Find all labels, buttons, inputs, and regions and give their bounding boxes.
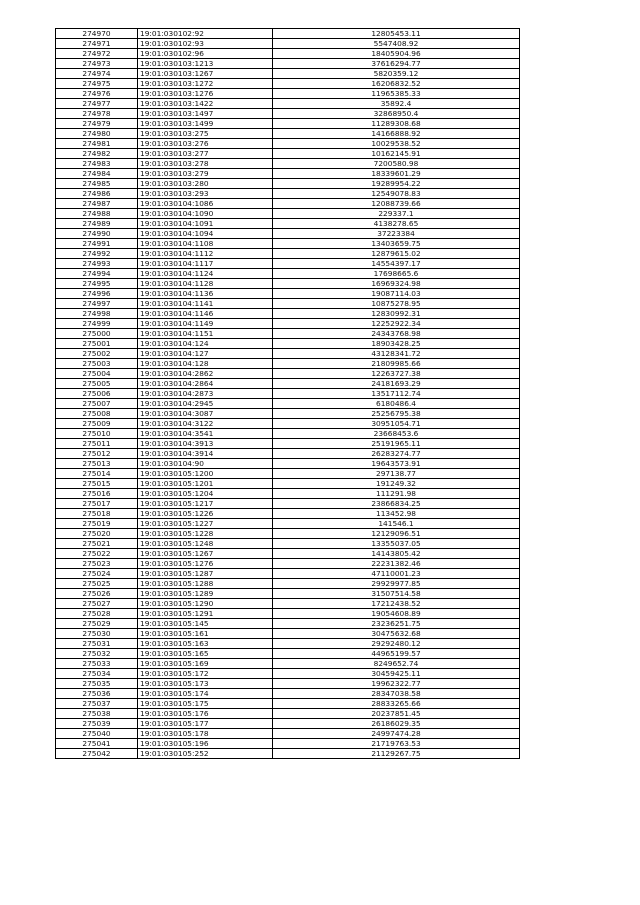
- cadastral-number-cell: 19:01:030104:3913: [138, 439, 273, 449]
- cadastral-number-cell: 19:01:030104:1141: [138, 299, 273, 309]
- cadastral-number-cell: 19:01:030105:252: [138, 749, 273, 759]
- cadastral-value-cell: 43128341.72: [273, 349, 520, 359]
- table-row: [56, 449, 520, 459]
- cadastral-number-cell: 19:01:030104:1091: [138, 219, 273, 229]
- cadastral-number-cell: 19:01:030104:3087: [138, 409, 273, 419]
- row-number-cell: 275038: [56, 709, 138, 719]
- table-row: [56, 89, 520, 99]
- cadastral-value-cell: 25256795.38: [273, 409, 520, 419]
- table-row: [56, 309, 520, 319]
- cadastral-value-cell: 18903428.25: [273, 339, 520, 349]
- cadastral-value-cell: 12129096.51: [273, 529, 520, 539]
- row-number-cell: 274971: [56, 39, 138, 49]
- cadastral-number-cell: 19:01:030104:1094: [138, 229, 273, 239]
- cadastral-number-cell: 19:01:030103:276: [138, 139, 273, 149]
- table-row: [56, 79, 520, 89]
- cadastral-number-cell: 19:01:030103:1497: [138, 109, 273, 119]
- row-number-cell: 275039: [56, 719, 138, 729]
- cadastral-number-cell: 19:01:030105:175: [138, 699, 273, 709]
- table-row: [56, 489, 520, 499]
- cadastral-value-cell: 19054608.89: [273, 609, 520, 619]
- row-number-cell: 275028: [56, 609, 138, 619]
- cadastral-number-cell: 19:01:030105:1226: [138, 509, 273, 519]
- cadastral-value-cell: 12088739.66: [273, 199, 520, 209]
- table-row: [56, 139, 520, 149]
- cadastral-number-cell: 19:01:030105:145: [138, 619, 273, 629]
- row-number-cell: 275023: [56, 559, 138, 569]
- table-row: [56, 589, 520, 599]
- cadastral-value-cell: 14143805.42: [273, 549, 520, 559]
- row-number-cell: 275040: [56, 729, 138, 739]
- cadastral-number-cell: 19:01:030102:93: [138, 39, 273, 49]
- row-number-cell: 274993: [56, 259, 138, 269]
- table-row: [56, 29, 520, 39]
- row-number-cell: 275042: [56, 749, 138, 759]
- table-row: [56, 709, 520, 719]
- table-row: [56, 49, 520, 59]
- row-number-cell: 274975: [56, 79, 138, 89]
- cadastral-value-cell: 6180486.4: [273, 399, 520, 409]
- row-number-cell: 275003: [56, 359, 138, 369]
- table-row: [56, 119, 520, 129]
- table-row: [56, 279, 520, 289]
- cadastral-number-cell: 19:01:030104:1117: [138, 259, 273, 269]
- cadastral-number-cell: 19:01:030104:1112: [138, 249, 273, 259]
- cadastral-value-cell: 29929977.85: [273, 579, 520, 589]
- row-number-cell: 275027: [56, 599, 138, 609]
- cadastral-number-cell: 19:01:030105:178: [138, 729, 273, 739]
- row-number-cell: 275009: [56, 419, 138, 429]
- table-row: [56, 679, 520, 689]
- cadastral-value-cell: 29292480.12: [273, 639, 520, 649]
- cadastral-number-cell: 19:01:030104:2945: [138, 399, 273, 409]
- table-row: [56, 259, 520, 269]
- cadastral-value-cell: 5547408.92: [273, 39, 520, 49]
- cadastral-value-table: [55, 28, 520, 759]
- row-number-cell: 275011: [56, 439, 138, 449]
- row-number-cell: 275010: [56, 429, 138, 439]
- cadastral-number-cell: 19:01:030104:90: [138, 459, 273, 469]
- table-row: [56, 649, 520, 659]
- cadastral-number-cell: 19:01:030102:92: [138, 29, 273, 39]
- table-row: [56, 699, 520, 709]
- cadastral-value-cell: 5820359.12: [273, 69, 520, 79]
- table-row: [56, 299, 520, 309]
- row-number-cell: 275012: [56, 449, 138, 459]
- table-row: [56, 579, 520, 589]
- row-number-cell: 274978: [56, 109, 138, 119]
- cadastral-value-cell: 26283274.77: [273, 449, 520, 459]
- table-row: [56, 689, 520, 699]
- cadastral-number-cell: 19:01:030103:277: [138, 149, 273, 159]
- table-row: [56, 289, 520, 299]
- cadastral-value-cell: 7200580.98: [273, 159, 520, 169]
- table-row: [56, 179, 520, 189]
- cadastral-value-cell: 37616294.77: [273, 59, 520, 69]
- row-number-cell: 274995: [56, 279, 138, 289]
- cadastral-value-cell: 14554397.17: [273, 259, 520, 269]
- table-row: [56, 69, 520, 79]
- row-number-cell: 275035: [56, 679, 138, 689]
- table-row: [56, 669, 520, 679]
- cadastral-number-cell: 19:01:030103:275: [138, 129, 273, 139]
- row-number-cell: 274997: [56, 299, 138, 309]
- cadastral-number-cell: 19:01:030103:280: [138, 179, 273, 189]
- cadastral-value-cell: 19962322.77: [273, 679, 520, 689]
- cadastral-number-cell: 19:01:030105:169: [138, 659, 273, 669]
- cadastral-value-cell: 12252922.34: [273, 319, 520, 329]
- cadastral-number-cell: 19:01:030103:1499: [138, 119, 273, 129]
- cadastral-value-cell: 37223384: [273, 229, 520, 239]
- cadastral-value-cell: 23866834.25: [273, 499, 520, 509]
- cadastral-number-cell: 19:01:030104:2873: [138, 389, 273, 399]
- cadastral-value-cell: 10875278.95: [273, 299, 520, 309]
- cadastral-number-cell: 19:01:030105:176: [138, 709, 273, 719]
- row-number-cell: 275026: [56, 589, 138, 599]
- row-number-cell: 275015: [56, 479, 138, 489]
- cadastral-number-cell: 19:01:030105:196: [138, 739, 273, 749]
- table-row: [56, 429, 520, 439]
- row-number-cell: 275000: [56, 329, 138, 339]
- table-row: [56, 729, 520, 739]
- cadastral-value-cell: 44965199.57: [273, 649, 520, 659]
- cadastral-number-cell: 19:01:030105:1289: [138, 589, 273, 599]
- table-row: [56, 659, 520, 669]
- cadastral-number-cell: 19:01:030105:161: [138, 629, 273, 639]
- table-row: [56, 219, 520, 229]
- table-body: [56, 29, 520, 759]
- table-row: [56, 399, 520, 409]
- cadastral-number-cell: 19:01:030102:96: [138, 49, 273, 59]
- cadastral-number-cell: 19:01:030104:2864: [138, 379, 273, 389]
- cadastral-value-cell: 24343768.98: [273, 329, 520, 339]
- table-row: [56, 459, 520, 469]
- cadastral-number-cell: 19:01:030103:1272: [138, 79, 273, 89]
- cadastral-number-cell: 19:01:030103:279: [138, 169, 273, 179]
- table-row: [56, 189, 520, 199]
- row-number-cell: 275041: [56, 739, 138, 749]
- cadastral-value-cell: 30951054.71: [273, 419, 520, 429]
- cadastral-number-cell: 19:01:030105:163: [138, 639, 273, 649]
- cadastral-value-cell: 21719763.53: [273, 739, 520, 749]
- row-number-cell: 274970: [56, 29, 138, 39]
- cadastral-value-cell: 16206832.52: [273, 79, 520, 89]
- cadastral-value-cell: 14166888.92: [273, 129, 520, 139]
- cadastral-number-cell: 19:01:030105:174: [138, 689, 273, 699]
- table-row: [56, 149, 520, 159]
- cadastral-value-cell: 18405904.96: [273, 49, 520, 59]
- row-number-cell: 274985: [56, 179, 138, 189]
- cadastral-number-cell: 19:01:030105:1288: [138, 579, 273, 589]
- cadastral-value-cell: 229337.1: [273, 209, 520, 219]
- cadastral-value-cell: 13355037.05: [273, 539, 520, 549]
- cadastral-value-cell: 30459425.11: [273, 669, 520, 679]
- cadastral-value-cell: 12549078.83: [273, 189, 520, 199]
- cadastral-number-cell: 19:01:030103:1422: [138, 99, 273, 109]
- cadastral-value-cell: 11965385.33: [273, 89, 520, 99]
- row-number-cell: 275007: [56, 399, 138, 409]
- table-row: [56, 349, 520, 359]
- row-number-cell: 275025: [56, 579, 138, 589]
- cadastral-value-cell: 22231382.46: [273, 559, 520, 569]
- row-number-cell: 275029: [56, 619, 138, 629]
- table-row: [56, 569, 520, 579]
- cadastral-number-cell: 19:01:030104:1086: [138, 199, 273, 209]
- cadastral-number-cell: 19:01:030104:1149: [138, 319, 273, 329]
- table-row: [56, 419, 520, 429]
- row-number-cell: 274974: [56, 69, 138, 79]
- cadastral-value-cell: 17698665.6: [273, 269, 520, 279]
- cadastral-number-cell: 19:01:030105:1248: [138, 539, 273, 549]
- table-row: [56, 519, 520, 529]
- cadastral-value-cell: 12879615.02: [273, 249, 520, 259]
- table-row: [56, 59, 520, 69]
- cadastral-number-cell: 19:01:030103:293: [138, 189, 273, 199]
- table-row: [56, 439, 520, 449]
- cadastral-number-cell: 19:01:030105:1290: [138, 599, 273, 609]
- row-number-cell: 275013: [56, 459, 138, 469]
- row-number-cell: 274977: [56, 99, 138, 109]
- table-row: [56, 739, 520, 749]
- cadastral-number-cell: 19:01:030104:1108: [138, 239, 273, 249]
- cadastral-value-cell: 16969324.98: [273, 279, 520, 289]
- cadastral-number-cell: 19:01:030105:1200: [138, 469, 273, 479]
- row-number-cell: 274976: [56, 89, 138, 99]
- row-number-cell: 275008: [56, 409, 138, 419]
- row-number-cell: 275030: [56, 629, 138, 639]
- table-row: [56, 469, 520, 479]
- table-row: [56, 209, 520, 219]
- cadastral-number-cell: 19:01:030105:1217: [138, 499, 273, 509]
- cadastral-number-cell: 19:01:030105:1276: [138, 559, 273, 569]
- cadastral-number-cell: 19:01:030105:172: [138, 669, 273, 679]
- row-number-cell: 274972: [56, 49, 138, 59]
- cadastral-value-cell: 23668453.6: [273, 429, 520, 439]
- cadastral-value-cell: 19643573.91: [273, 459, 520, 469]
- row-number-cell: 275001: [56, 339, 138, 349]
- cadastral-number-cell: 19:01:030105:1227: [138, 519, 273, 529]
- cadastral-value-cell: 32868950.4: [273, 109, 520, 119]
- table-row: [56, 749, 520, 759]
- cadastral-value-cell: 24997474.28: [273, 729, 520, 739]
- cadastral-number-cell: 19:01:030104:124: [138, 339, 273, 349]
- table-row: [56, 159, 520, 169]
- cadastral-number-cell: 19:01:030104:128: [138, 359, 273, 369]
- table-row: [56, 629, 520, 639]
- cadastral-number-cell: 19:01:030104:1090: [138, 209, 273, 219]
- row-number-cell: 274986: [56, 189, 138, 199]
- cadastral-value-cell: 10029538.52: [273, 139, 520, 149]
- cadastral-number-cell: 19:01:030104:1128: [138, 279, 273, 289]
- cadastral-value-cell: 21809985.66: [273, 359, 520, 369]
- row-number-cell: 274994: [56, 269, 138, 279]
- cadastral-number-cell: 19:01:030104:3122: [138, 419, 273, 429]
- cadastral-value-cell: 47110001.23: [273, 569, 520, 579]
- cadastral-number-cell: 19:01:030104:1146: [138, 309, 273, 319]
- row-number-cell: 274979: [56, 119, 138, 129]
- cadastral-value-cell: 21129267.75: [273, 749, 520, 759]
- table-row: [56, 389, 520, 399]
- cadastral-number-cell: 19:01:030104:3541: [138, 429, 273, 439]
- row-number-cell: 275019: [56, 519, 138, 529]
- table-row: [56, 379, 520, 389]
- cadastral-value-cell: 31507514.58: [273, 589, 520, 599]
- cadastral-value-cell: 19289954.22: [273, 179, 520, 189]
- cadastral-value-cell: 8249652.74: [273, 659, 520, 669]
- table-row: [56, 599, 520, 609]
- row-number-cell: 275005: [56, 379, 138, 389]
- row-number-cell: 275032: [56, 649, 138, 659]
- cadastral-number-cell: 19:01:030103:1267: [138, 69, 273, 79]
- table-row: [56, 359, 520, 369]
- cadastral-number-cell: 19:01:030104:127: [138, 349, 273, 359]
- table-row: [56, 609, 520, 619]
- row-number-cell: 274984: [56, 169, 138, 179]
- row-number-cell: 275004: [56, 369, 138, 379]
- table-row: [56, 479, 520, 489]
- row-number-cell: 275034: [56, 669, 138, 679]
- cadastral-value-cell: 24181693.29: [273, 379, 520, 389]
- cadastral-value-cell: 113452.98: [273, 509, 520, 519]
- cadastral-value-cell: 35892.4: [273, 99, 520, 109]
- table-row: [56, 369, 520, 379]
- table-row: [56, 169, 520, 179]
- table-row: [56, 639, 520, 649]
- table-row: [56, 229, 520, 239]
- cadastral-value-cell: 28833265.66: [273, 699, 520, 709]
- row-number-cell: 275006: [56, 389, 138, 399]
- cadastral-value-cell: 26186029.35: [273, 719, 520, 729]
- cadastral-value-cell: 19087114.03: [273, 289, 520, 299]
- table-row: [56, 559, 520, 569]
- cadastral-value-cell: 11289308.68: [273, 119, 520, 129]
- table-row: [56, 249, 520, 259]
- row-number-cell: 275017: [56, 499, 138, 509]
- table-row: [56, 719, 520, 729]
- row-number-cell: 275024: [56, 569, 138, 579]
- table-row: [56, 239, 520, 249]
- row-number-cell: 274980: [56, 129, 138, 139]
- row-number-cell: 274991: [56, 239, 138, 249]
- row-number-cell: 274981: [56, 139, 138, 149]
- table-row: [56, 329, 520, 339]
- cadastral-value-cell: 141546.1: [273, 519, 520, 529]
- table-row: [56, 549, 520, 559]
- cadastral-value-cell: 18339601.29: [273, 169, 520, 179]
- cadastral-value-cell: 111291.98: [273, 489, 520, 499]
- row-number-cell: 274996: [56, 289, 138, 299]
- table-row: [56, 99, 520, 109]
- row-number-cell: 275031: [56, 639, 138, 649]
- cadastral-value-cell: 13517112.74: [273, 389, 520, 399]
- row-number-cell: 274973: [56, 59, 138, 69]
- cadastral-number-cell: 19:01:030104:1124: [138, 269, 273, 279]
- cadastral-value-cell: 13403659.75: [273, 239, 520, 249]
- table-row: [56, 529, 520, 539]
- row-number-cell: 274990: [56, 229, 138, 239]
- row-number-cell: 274998: [56, 309, 138, 319]
- cadastral-value-cell: 23236251.75: [273, 619, 520, 629]
- row-number-cell: 275021: [56, 539, 138, 549]
- cadastral-number-cell: 19:01:030105:1204: [138, 489, 273, 499]
- cadastral-value-cell: 191249.32: [273, 479, 520, 489]
- cadastral-value-cell: 30475632.68: [273, 629, 520, 639]
- row-number-cell: 274982: [56, 149, 138, 159]
- cadastral-value-cell: 17212438.52: [273, 599, 520, 609]
- row-number-cell: 275020: [56, 529, 138, 539]
- cadastral-number-cell: 19:01:030105:1228: [138, 529, 273, 539]
- cadastral-number-cell: 19:01:030103:278: [138, 159, 273, 169]
- row-number-cell: 274989: [56, 219, 138, 229]
- cadastral-value-cell: 25191965.11: [273, 439, 520, 449]
- table-row: [56, 409, 520, 419]
- table-row: [56, 499, 520, 509]
- cadastral-number-cell: 19:01:030105:1291: [138, 609, 273, 619]
- row-number-cell: 274987: [56, 199, 138, 209]
- cadastral-value-cell: 20237851.45: [273, 709, 520, 719]
- cadastral-number-cell: 19:01:030104:3914: [138, 449, 273, 459]
- row-number-cell: 275022: [56, 549, 138, 559]
- table-row: [56, 109, 520, 119]
- cadastral-value-cell: 4138278.65: [273, 219, 520, 229]
- row-number-cell: 274992: [56, 249, 138, 259]
- cadastral-number-cell: 19:01:030105:1287: [138, 569, 273, 579]
- row-number-cell: 275037: [56, 699, 138, 709]
- table-row: [56, 619, 520, 629]
- table-row: [56, 509, 520, 519]
- cadastral-value-cell: 297138.77: [273, 469, 520, 479]
- row-number-cell: 275016: [56, 489, 138, 499]
- cadastral-number-cell: 19:01:030104:2862: [138, 369, 273, 379]
- row-number-cell: 275014: [56, 469, 138, 479]
- cadastral-number-cell: 19:01:030103:1276: [138, 89, 273, 99]
- row-number-cell: 274999: [56, 319, 138, 329]
- row-number-cell: 275018: [56, 509, 138, 519]
- cadastral-number-cell: 19:01:030105:173: [138, 679, 273, 689]
- cadastral-number-cell: 19:01:030103:1213: [138, 59, 273, 69]
- cadastral-number-cell: 19:01:030105:1201: [138, 479, 273, 489]
- cadastral-value-cell: 12805453.11: [273, 29, 520, 39]
- table-row: [56, 269, 520, 279]
- cadastral-number-cell: 19:01:030104:1151: [138, 329, 273, 339]
- table-row: [56, 199, 520, 209]
- cadastral-value-cell: 28347038.58: [273, 689, 520, 699]
- row-number-cell: 275002: [56, 349, 138, 359]
- cadastral-number-cell: 19:01:030105:1267: [138, 549, 273, 559]
- cadastral-number-cell: 19:01:030104:1136: [138, 289, 273, 299]
- cadastral-number-cell: 19:01:030105:165: [138, 649, 273, 659]
- table-row: [56, 39, 520, 49]
- cadastral-value-cell: 10162145.91: [273, 149, 520, 159]
- cadastral-number-cell: 19:01:030105:177: [138, 719, 273, 729]
- row-number-cell: 274988: [56, 209, 138, 219]
- cadastral-value-cell: 12830992.31: [273, 309, 520, 319]
- row-number-cell: 275033: [56, 659, 138, 669]
- table-row: [56, 319, 520, 329]
- table-row: [56, 539, 520, 549]
- table-row: [56, 129, 520, 139]
- cadastral-value-cell: 12263727.38: [273, 369, 520, 379]
- row-number-cell: 274983: [56, 159, 138, 169]
- row-number-cell: 275036: [56, 689, 138, 699]
- table-row: [56, 339, 520, 349]
